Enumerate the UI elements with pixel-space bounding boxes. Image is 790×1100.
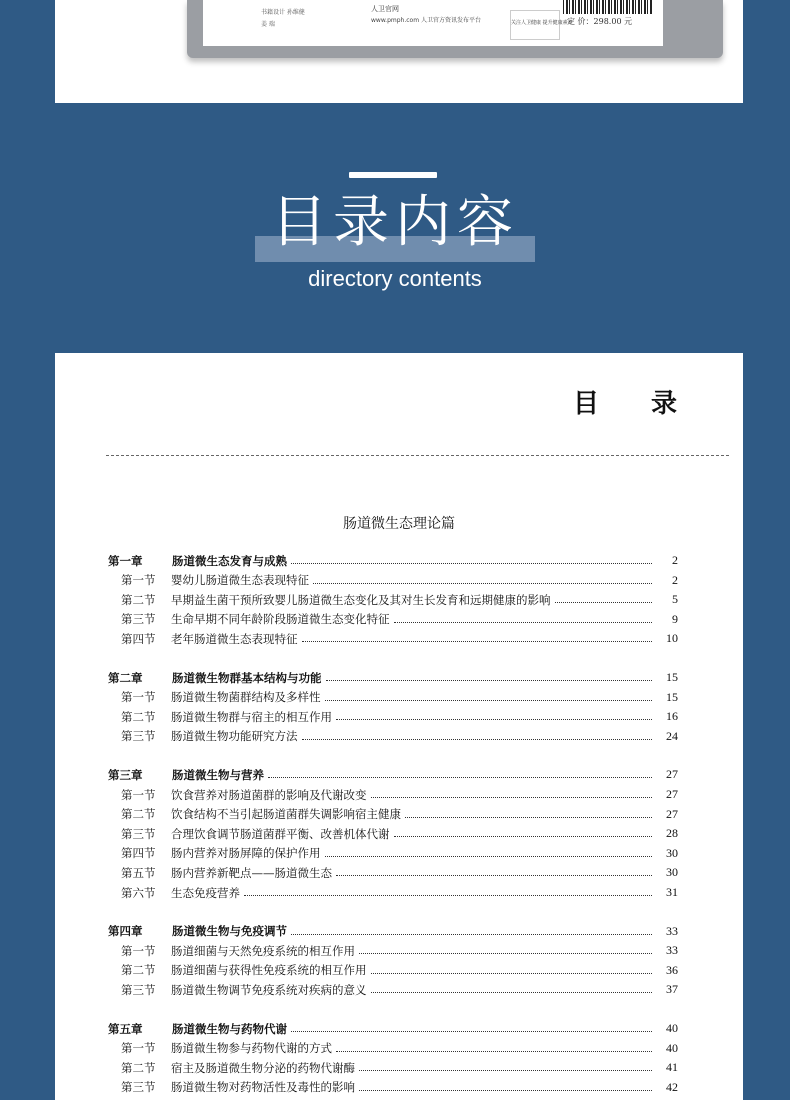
toc-section-row: [108, 707, 678, 726]
toc-entry-label: [121, 709, 332, 725]
toc-entry-label: [121, 806, 401, 822]
toc-leader-dots: [359, 1090, 652, 1091]
book-cover-card: [55, 0, 743, 103]
toc-section-row: [108, 961, 678, 980]
toc-entry-label: [121, 728, 298, 744]
toc-page-number: 41: [666, 1060, 678, 1075]
toc-chapter-row: [108, 922, 678, 941]
toc-entry-title: 肠道微生物功能研究方法: [171, 729, 298, 744]
toc-entry-label: [121, 611, 390, 627]
toc-section-row: [108, 941, 678, 960]
toc-entry-label: [121, 689, 321, 705]
toc-leader-dots: [336, 1051, 652, 1052]
toc-entry-number: 第一节: [121, 943, 156, 958]
toc-entry-label: [108, 923, 287, 939]
toc-page-number: 27: [666, 806, 678, 821]
toc-entry-number: 第二节: [121, 963, 156, 978]
toc-leader-dots: [405, 817, 652, 818]
toc-section-row: [108, 590, 678, 609]
heading-decoration-bar: [349, 172, 437, 178]
toc-entry-title: 肠道微生物与免疫调节: [172, 924, 287, 939]
toc-entry-label: [121, 572, 309, 588]
toc-leader-dots: [302, 641, 653, 642]
toc-section-row: [108, 1078, 678, 1097]
toc-entry-number: 第六节: [121, 885, 156, 900]
toc-entry-label: [121, 1079, 355, 1095]
toc-entry-number: 第三节: [121, 826, 156, 841]
toc-entry-label: [121, 787, 367, 803]
toc-entry-number: 第一节: [121, 1041, 156, 1056]
toc-leader-dots: [371, 992, 653, 993]
toc-entry-number: 第一节: [121, 573, 156, 588]
toc-entry-number: 第二节: [121, 592, 156, 607]
toc-section-row: [108, 571, 678, 590]
toc-entry-title: 婴幼儿肠道微生态表现特征: [171, 573, 309, 588]
publisher-site-url: www.pmph.com 人卫官方资讯发布平台: [371, 17, 481, 24]
toc-section-row: [108, 727, 678, 746]
toc-entry-title: 肠道细菌与获得性免疫系统的相互作用: [171, 963, 367, 978]
toc-leader-dots: [268, 777, 652, 778]
toc-page-number: 33: [666, 943, 678, 958]
toc-page-number: 2: [672, 553, 678, 567]
toc-entry-title: 肠道微生物群与宿主的相互作用: [171, 709, 332, 724]
toc-leader-dots: [359, 953, 652, 954]
toc-section-row: [108, 883, 678, 902]
toc-entry-title: 生命早期不同年龄阶段肠道微生态变化特征: [171, 612, 390, 627]
toc-entry-number: 第二节: [121, 1060, 156, 1075]
toc-entry-title: 肠道微生物群基本结构与功能: [172, 670, 322, 685]
toc-section-row: [108, 629, 678, 648]
toc-section-row: [108, 824, 678, 843]
toc-leader-dots: [555, 602, 653, 603]
toc-chapter-row: [108, 551, 678, 570]
toc-section-row: [108, 785, 678, 804]
toc-section-row: [108, 1039, 678, 1058]
toc-page-number: 2: [672, 572, 678, 587]
toc-leader-dots: [291, 1031, 652, 1032]
toc-page-number: 33: [666, 923, 678, 938]
toc-entry-title: 肠道细菌与天然免疫系统的相互作用: [171, 943, 355, 958]
toc-leader-dots: [336, 719, 652, 720]
toc-entry-number: 第三节: [121, 1080, 156, 1095]
toc-page-number: 24: [666, 728, 678, 743]
toc-entry-label: [121, 592, 551, 608]
toc-page-number: 40: [666, 1021, 678, 1035]
toc-entry-label: [108, 670, 322, 686]
toc-leader-dots: [359, 1070, 652, 1071]
toc-page-number: 9: [672, 611, 678, 626]
toc-entry-number: 第二节: [121, 709, 156, 724]
toc-leader-dots: [371, 973, 653, 974]
toc-leader-dots: [394, 836, 653, 837]
toc-entry-number: 第一节: [121, 787, 156, 802]
toc-section-row: [108, 610, 678, 629]
book-price: 定 价：298.00 元: [567, 17, 633, 26]
toc-section-row: [108, 1058, 678, 1077]
toc-entry-title: 肠内营养对肠屏障的保护作用: [171, 846, 321, 861]
toc-page-number: 27: [666, 767, 678, 782]
toc-chapter-row: [108, 1019, 678, 1038]
page-title: 目录: [572, 389, 729, 419]
toc-page-number: 5: [672, 592, 678, 607]
toc-entry-label: [121, 885, 240, 901]
toc-leader-dots: [313, 583, 652, 584]
toc-entry-number: 第四节: [121, 846, 156, 861]
toc-page-number: 42: [666, 1079, 678, 1094]
toc-leader-dots: [336, 875, 652, 876]
publisher-site-label: 人卫官网: [371, 5, 399, 13]
qr-caption: 关注人卫健康 提升健康素养: [511, 20, 573, 26]
toc-entry-label: [121, 826, 390, 842]
toc-leader-dots: [244, 895, 652, 896]
toc-entry-title: 肠道微生物参与药物代谢的方式: [171, 1041, 332, 1056]
toc-entry-title: 肠内营养新靶点——肠道微生态: [171, 865, 332, 880]
toc-page-number: 15: [666, 670, 678, 684]
toc-entry-number: 第四章: [108, 924, 143, 939]
toc-entry-number: 第三节: [121, 612, 156, 627]
part-title: 肠道微生态理论篇: [343, 516, 455, 532]
toc-entry-label: [121, 631, 298, 647]
toc-entry-number: 第五节: [121, 865, 156, 880]
section-subheading: directory contents: [308, 266, 482, 291]
toc-entry-label: [121, 982, 367, 998]
toc-entry-number: 第三节: [121, 982, 156, 997]
toc-section-row: [108, 688, 678, 707]
toc-entry-number: 第一节: [121, 690, 156, 705]
toc-entry-label: [121, 943, 355, 959]
toc-leader-dots: [325, 700, 653, 701]
toc-section-row: [108, 844, 678, 863]
toc-entry-label: [108, 553, 287, 569]
toc-leader-dots: [371, 797, 653, 798]
toc-page-number: 37: [666, 982, 678, 997]
toc-page-number: 28: [666, 826, 678, 841]
toc-entry-number: 第三节: [121, 729, 156, 744]
toc-page-number: 36: [666, 962, 678, 977]
toc-entry-label: [121, 865, 332, 881]
toc-page-number: 40: [666, 1040, 678, 1055]
toc-entry-title: 饮食营养对肠道菌群的影响及代谢改变: [171, 787, 367, 802]
toc-section-row: [108, 805, 678, 824]
toc-entry-title: 宿主及肠道微生物分泌的药物代谢酶: [171, 1060, 355, 1075]
toc-page-number: 10: [666, 631, 678, 646]
toc-entry-title: 肠道微生物菌群结构及多样性: [171, 690, 321, 705]
toc-leader-dots: [325, 856, 653, 857]
toc-leader-dots: [302, 739, 653, 740]
book-credit: 书籍设计 孙维健: [261, 9, 305, 16]
toc-page-number: 15: [666, 689, 678, 704]
toc-leader-dots: [394, 622, 653, 623]
toc-page-number: 30: [666, 845, 678, 860]
toc-entry-number: 第一章: [108, 553, 143, 568]
toc-entry-label: [121, 1040, 332, 1056]
toc-entry-title: 饮食结构不当引起肠道菌群失调影响宿主健康: [171, 807, 401, 822]
toc-page-number: 31: [666, 885, 678, 899]
toc-entry-title: 合理饮食调节肠道菌群平衡、改善机体代谢: [171, 826, 390, 841]
toc-leader-dots: [291, 934, 652, 935]
toc-entry-label: [108, 1021, 287, 1037]
toc-entry-title: 生态免疫营养: [171, 885, 240, 900]
toc-entry-number: 第五章: [108, 1021, 143, 1036]
toc-entry-title: 肠道微生物与药物代谢: [172, 1021, 287, 1036]
toc-entry-label: [121, 845, 321, 861]
toc-page-number: 30: [666, 865, 678, 880]
divider: [106, 455, 729, 456]
toc-entry-title: 老年肠道微生态表现特征: [171, 631, 298, 646]
book-credit: 姜 瑞: [261, 21, 275, 28]
barcode: [563, 0, 653, 14]
toc-leader-dots: [326, 680, 653, 681]
toc-entry-title: 早期益生菌干预所致婴儿肠道微生态变化及其对生长发育和远期健康的影响: [171, 592, 551, 607]
toc-entry-number: 第四节: [121, 631, 156, 646]
toc-entry-label: [121, 1060, 355, 1076]
toc-entry-number: 第二节: [121, 807, 156, 822]
toc-entry-label: [121, 962, 367, 978]
toc-entry-title: 肠道微生物对药物活性及毒性的影响: [171, 1080, 355, 1095]
toc-section-row: [108, 863, 678, 882]
toc-entry-title: 肠道微生态发育与成熟: [172, 553, 287, 568]
toc-section-row: [108, 980, 678, 999]
toc-entry-label: [108, 767, 264, 783]
toc-leader-dots: [291, 563, 652, 564]
toc-chapter-row: [108, 765, 678, 784]
section-heading: 目录内容: [271, 190, 519, 255]
toc-page-number: 16: [666, 709, 678, 724]
toc-page: [55, 353, 743, 1100]
toc-entry-title: 肠道微生物与营养: [172, 767, 264, 782]
toc-entry-number: 第三章: [108, 767, 143, 782]
toc-page-number: 27: [666, 787, 678, 801]
toc-entry-title: 肠道微生物调节免疫系统对疾病的意义: [171, 982, 367, 997]
toc-chapter-row: [108, 668, 678, 687]
toc-entry-number: 第二章: [108, 670, 143, 685]
